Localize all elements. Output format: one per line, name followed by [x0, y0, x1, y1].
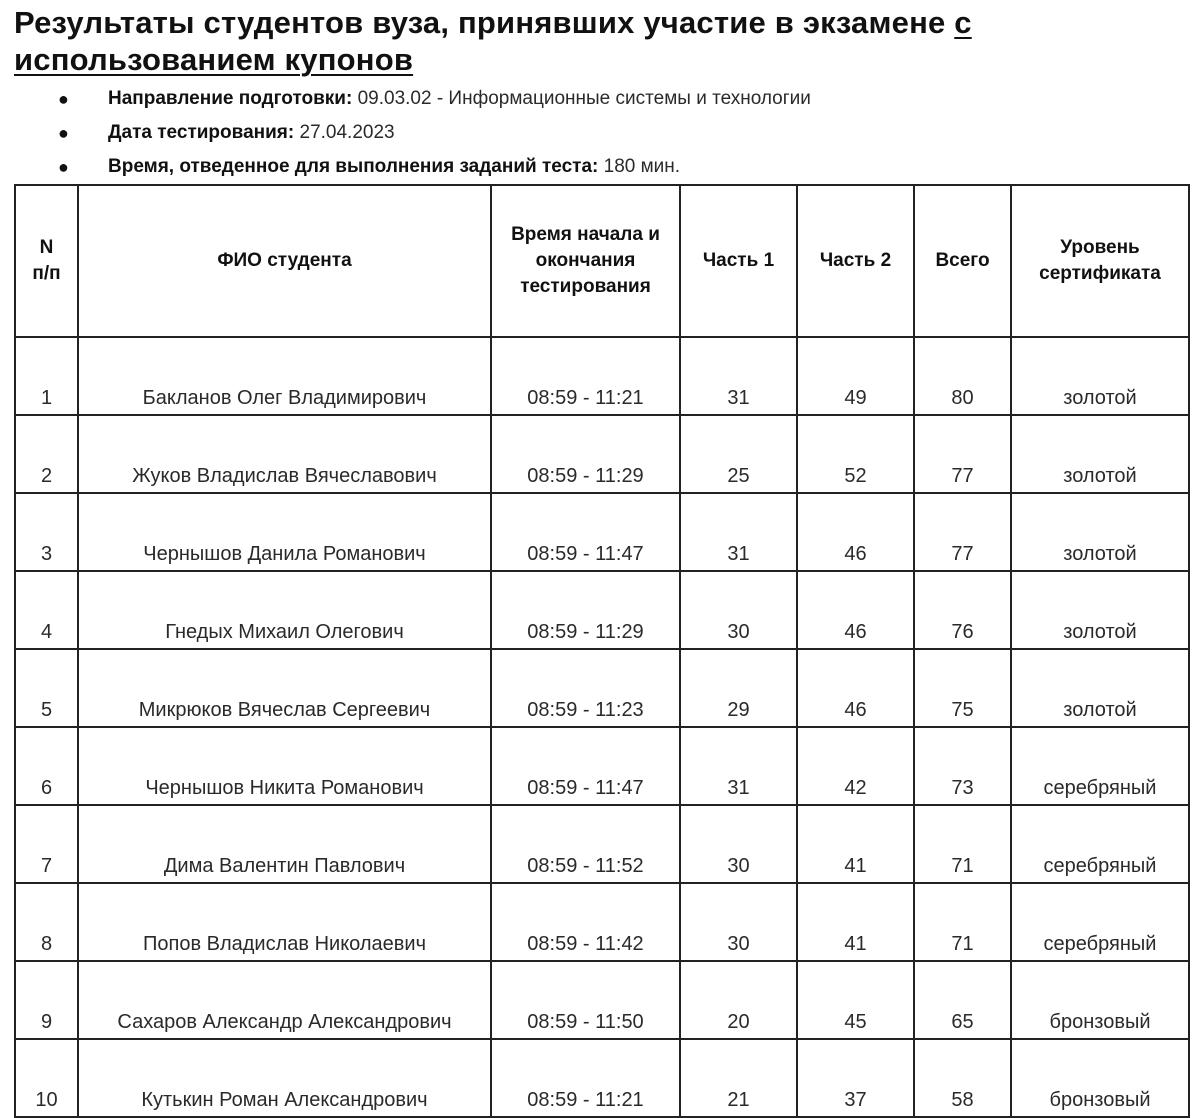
meta-item-duration	[0, 150, 811, 184]
cell-part1: 29	[680, 649, 797, 727]
cell-time: 08:59 - 11:21	[491, 337, 680, 415]
cell-level: бронзовый	[1011, 961, 1189, 1039]
header-time: Время начала и окончания тестирования	[491, 185, 680, 337]
cell-num: 5	[15, 649, 78, 727]
page-title-text: Результаты студентов вуза, принявших участие в экзамене	[14, 5, 955, 40]
cell-part1: 30	[680, 805, 797, 883]
cell-num: 3	[15, 493, 78, 571]
cell-part1: 31	[680, 337, 797, 415]
cell-time: 08:59 - 11:29	[491, 571, 680, 649]
meta-label: Дата тестирования:	[108, 122, 295, 143]
cell-level: золотой	[1011, 649, 1189, 727]
cell-total: 80	[914, 337, 1011, 415]
cell-num: 9	[15, 961, 78, 1039]
meta-value: 27.04.2023	[294, 122, 395, 143]
cell-part2: 46	[797, 649, 914, 727]
header-total: Всего	[914, 185, 1011, 337]
table-row	[15, 1039, 1189, 1117]
table-row	[15, 493, 1189, 571]
table-row	[15, 415, 1189, 493]
cell-part2: 42	[797, 727, 914, 805]
cell-part2: 45	[797, 961, 914, 1039]
cell-part1: 30	[680, 571, 797, 649]
cell-total: 77	[914, 415, 1011, 493]
cell-level: золотой	[1011, 337, 1189, 415]
page-title	[14, 4, 1184, 78]
meta-value: 09.03.02 - Информационные системы и технологии	[352, 88, 811, 109]
cell-part1: 21	[680, 1039, 797, 1117]
page-title-underlined: с использованием купонов	[14, 5, 972, 77]
cell-name: Дима Валентин Павлович	[78, 805, 491, 883]
table-row	[15, 571, 1189, 649]
meta-list	[0, 82, 811, 184]
cell-time: 08:59 - 11:29	[491, 415, 680, 493]
cell-level: золотой	[1011, 493, 1189, 571]
cell-num: 1	[15, 337, 78, 415]
cell-num: 4	[15, 571, 78, 649]
cell-num: 7	[15, 805, 78, 883]
cell-part2: 49	[797, 337, 914, 415]
cell-part2: 41	[797, 805, 914, 883]
table-row	[15, 337, 1189, 415]
bullet-icon: ●	[58, 157, 69, 177]
cell-part1: 31	[680, 727, 797, 805]
bullet-icon: ●	[58, 89, 69, 109]
cell-num: 10	[15, 1039, 78, 1117]
cell-name: Жуков Владислав Вячеславович	[78, 415, 491, 493]
cell-total: 58	[914, 1039, 1011, 1117]
cell-level: золотой	[1011, 571, 1189, 649]
cell-name: Микрюков Вячеслав Сергеевич	[78, 649, 491, 727]
cell-total: 77	[914, 493, 1011, 571]
cell-name: Гнедых Михаил Олегович	[78, 571, 491, 649]
cell-name: Попов Владислав Николаевич	[78, 883, 491, 961]
cell-name: Сахаров Александр Александрович	[78, 961, 491, 1039]
header-name: ФИО студента	[78, 185, 491, 337]
cell-total: 75	[914, 649, 1011, 727]
cell-num: 2	[15, 415, 78, 493]
cell-part2: 52	[797, 415, 914, 493]
cell-num: 6	[15, 727, 78, 805]
table-row	[15, 961, 1189, 1039]
cell-time: 08:59 - 11:50	[491, 961, 680, 1039]
meta-value: 180 мин.	[598, 156, 681, 177]
meta-item-date	[0, 116, 811, 150]
cell-time: 08:59 - 11:42	[491, 883, 680, 961]
cell-time: 08:59 - 11:47	[491, 727, 680, 805]
cell-level: серебряный	[1011, 727, 1189, 805]
cell-level: золотой	[1011, 415, 1189, 493]
table-body	[15, 337, 1189, 1117]
cell-time: 08:59 - 11:52	[491, 805, 680, 883]
meta-label: Направление подготовки:	[108, 88, 353, 109]
bullet-icon: ●	[58, 123, 69, 143]
cell-name: Бакланов Олег Владимирович	[78, 337, 491, 415]
cell-part1: 30	[680, 883, 797, 961]
table-row	[15, 727, 1189, 805]
cell-part2: 37	[797, 1039, 914, 1117]
cell-part2: 46	[797, 493, 914, 571]
cell-level: серебряный	[1011, 883, 1189, 961]
table-header-row	[15, 185, 1189, 337]
header-num: N п/п	[15, 185, 78, 337]
cell-part2: 41	[797, 883, 914, 961]
cell-total: 71	[914, 883, 1011, 961]
cell-part1: 25	[680, 415, 797, 493]
header-part1: Часть 1	[680, 185, 797, 337]
cell-level: бронзовый	[1011, 1039, 1189, 1117]
cell-name: Чернышов Данила Романович	[78, 493, 491, 571]
cell-total: 71	[914, 805, 1011, 883]
table-row	[15, 883, 1189, 961]
cell-part1: 31	[680, 493, 797, 571]
cell-total: 73	[914, 727, 1011, 805]
cell-num: 8	[15, 883, 78, 961]
cell-part1: 20	[680, 961, 797, 1039]
cell-level: серебряный	[1011, 805, 1189, 883]
cell-total: 65	[914, 961, 1011, 1039]
header-part2: Часть 2	[797, 185, 914, 337]
cell-time: 08:59 - 11:47	[491, 493, 680, 571]
meta-item-direction	[0, 82, 811, 116]
table-row	[15, 805, 1189, 883]
cell-name: Кутькин Роман Александрович	[78, 1039, 491, 1117]
cell-time: 08:59 - 11:21	[491, 1039, 680, 1117]
cell-total: 76	[914, 571, 1011, 649]
table-row	[15, 649, 1189, 727]
cell-part2: 46	[797, 571, 914, 649]
cell-time: 08:59 - 11:23	[491, 649, 680, 727]
results-table	[14, 184, 1190, 1118]
meta-label: Время, отведенное для выполнения заданий теста:	[108, 156, 599, 177]
cell-name: Чернышов Никита Романович	[78, 727, 491, 805]
header-level: Уровень сертификата	[1011, 185, 1189, 337]
